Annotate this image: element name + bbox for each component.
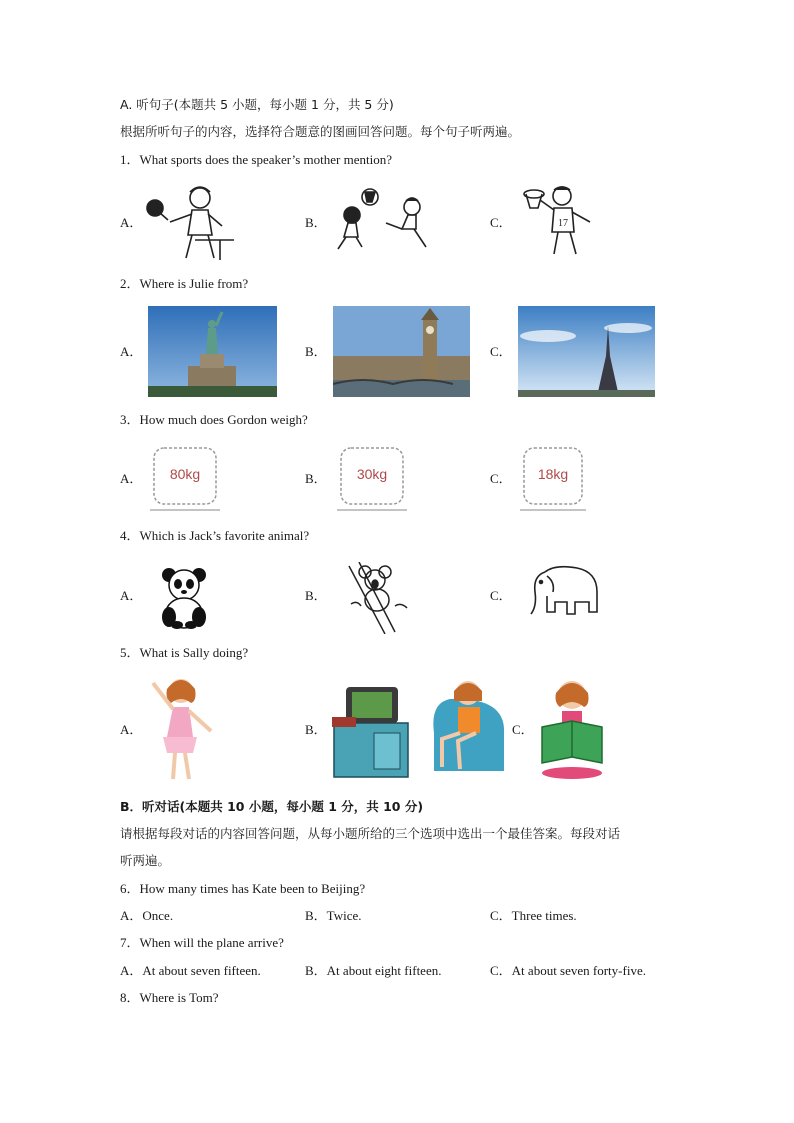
q7-option-c[interactable]: C．At about seven forty-five. — [490, 963, 646, 978]
q3-option-a[interactable]: A． — [120, 471, 143, 486]
q5-option-c[interactable]: C． — [512, 722, 534, 737]
panda-image — [155, 565, 215, 630]
weight-card-a — [148, 444, 222, 512]
question-6: 6．How many times has Kate been to Beijing? — [120, 881, 366, 896]
q1-option-c[interactable]: C． — [490, 215, 512, 230]
q2-option-c[interactable]: C． — [490, 344, 512, 359]
question-3: 3．How much does Gordon weigh? — [120, 412, 308, 427]
q6-option-a[interactable]: A．Once. — [120, 908, 174, 923]
weight-label-c: 18kg — [537, 466, 569, 482]
weight-label-b: 30kg — [356, 466, 388, 482]
q4-option-b[interactable]: B． — [305, 588, 327, 603]
q2-option-b[interactable]: B． — [305, 344, 327, 359]
question-5: 5．What is Sally doing? — [120, 645, 249, 660]
girl-dancing-image — [145, 675, 215, 785]
q3-option-b[interactable]: B． — [305, 471, 327, 486]
ping-pong-player-image — [140, 180, 235, 262]
q1-option-a[interactable]: A． — [120, 215, 143, 230]
girl-watching-tv-image — [330, 675, 510, 781]
elephant-image — [525, 562, 603, 624]
question-4: 4．Which is Jack’s favorite animal? — [120, 528, 310, 543]
question-7: 7．When will the plane arrive? — [120, 935, 284, 950]
question-2: 2．Where is Julie from? — [120, 276, 249, 291]
section-b-title: B．听对话(本题共 10 小题，每小题 1 分，共 10 分) — [120, 799, 424, 814]
q3-option-c[interactable]: C． — [490, 471, 512, 486]
girl-reading-image — [536, 675, 608, 783]
weight-card-c — [518, 444, 588, 512]
section-a-title: A. 听句子(本题共 5 小题，每小题 1 分，共 5 分) — [120, 97, 394, 112]
eiffel-tower-photo — [518, 306, 655, 397]
section-a-instruction: 根据所听句子的内容，选择符合题意的图画回答问题。每个句子听两遍。 — [120, 124, 521, 139]
soccer-players-image — [330, 185, 440, 255]
q4-option-a[interactable]: A． — [120, 588, 143, 603]
q4-option-c[interactable]: C． — [490, 588, 512, 603]
q7-option-a[interactable]: A．At about seven fifteen. — [120, 963, 261, 978]
svg-text:17: 17 — [558, 218, 568, 229]
basketball-player-image — [520, 182, 600, 262]
q6-option-b[interactable]: B．Twice. — [305, 908, 362, 923]
question-8: 8．Where is Tom? — [120, 990, 219, 1005]
question-1: 1．What sports does the speaker’s mother mention? — [120, 152, 392, 167]
weight-card-b — [335, 444, 409, 512]
big-ben-photo — [333, 306, 470, 397]
q5-option-b[interactable]: B． — [305, 722, 327, 737]
q7-option-b[interactable]: B．At about eight fifteen. — [305, 963, 442, 978]
section-b-instruction-line2: 听两遍。 — [120, 853, 171, 868]
statue-of-liberty-photo — [148, 306, 277, 397]
koala-image — [345, 562, 411, 634]
q2-option-a[interactable]: A． — [120, 344, 143, 359]
q6-option-c[interactable]: C．Three times. — [490, 908, 577, 923]
q5-option-a[interactable]: A． — [120, 722, 143, 737]
q1-option-b[interactable]: B． — [305, 215, 327, 230]
weight-label-a: 80kg — [169, 466, 201, 482]
section-b-instruction-line1: 请根据每段对话的内容回答问题，从每小题所给的三个选项中选出一个最佳答案。每段对话 — [120, 826, 621, 841]
